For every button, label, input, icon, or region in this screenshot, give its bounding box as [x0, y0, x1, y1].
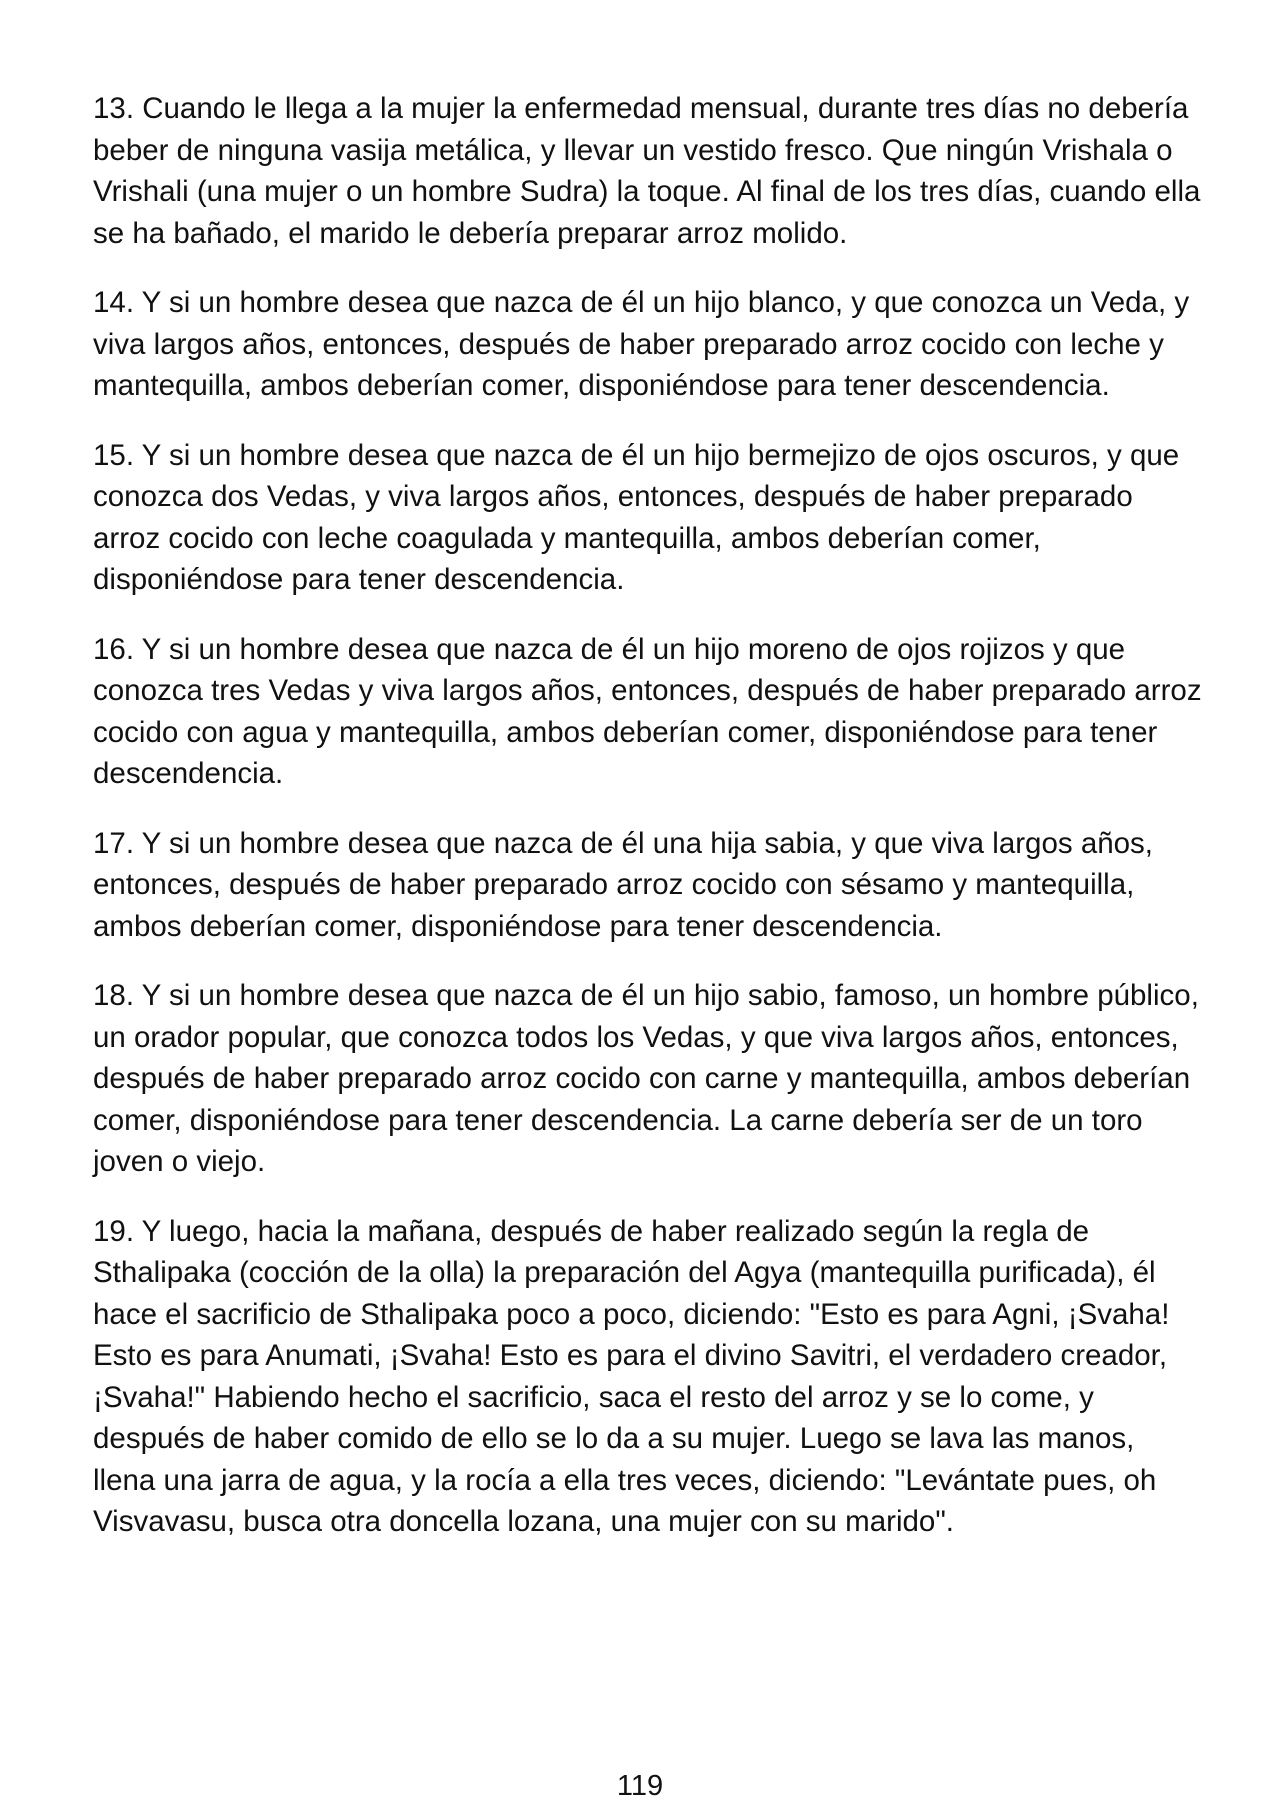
paragraph-14: 14. Y si un hombre desea que nazca de él un hijo blanco, y que conozca un Veda, y viva largos años, entonces, después de haber preparado arroz cocido con leche y mantequilla, ambos deberían comer, disponiéndose para tener descendencia.	[93, 286, 1190, 402]
paragraph-19: 19. Y luego, hacia la mañana, después de haber realizado según la regla de Sthalipaka (cocción de la olla) la preparación del Agya (mantequilla purificada), él hace el sacrificio de Sthalipaka poco a poco, diciendo: "Esto es para Agni, ¡Svaha! Esto es para Anumati, ¡Svaha! Esto es para el divino Savitri, el verdadero creador, ¡Svaha!" Habiendo hecho el sacrificio, saca el resto del arroz y se lo come, y después de haber comido de ello se lo da a su mujer. Luego se lava las manos, llena una jarra de agua, y la rocía a ella tres veces, diciendo: "Levántate pues, oh Visvavasu, busca otra doncella lozana, una mujer con su marido".	[93, 1214, 1170, 1538]
paragraph-15: 15. Y si un hombre desea que nazca de él un hijo bermejizo de ojos oscuros, y que conozca dos Vedas, y viva largos años, entonces, después de haber preparado arroz cocido con leche coagulada y mantequilla, ambos deberían comer, disponiéndose para tener descendencia.	[93, 438, 1180, 596]
paragraph-16: 16. Y si un hombre desea que nazca de él un hijo moreno de ojos rojizos y que conozca tres Vedas y viva largos años, entonces, después de haber preparado arroz cocido con agua y mantequilla, ambos deberían comer, disponiéndose para tener descendencia.	[93, 632, 1202, 790]
paragraph-18: 18. Y si un hombre desea que nazca de él un hijo sabio, famoso, un hombre público, un orador popular, que conozca todos los Vedas, y que viva largos años, entonces, después de haber preparado arroz cocido con carne y mantequilla, ambos deberían comer, disponiéndose para tener descendencia. La carne debería ser de un toro joven o viejo.	[93, 979, 1199, 1178]
paragraph-17: 17. Y si un hombre desea que nazca de él una hija sabia, y que viva largos años, entonces, después de haber preparado arroz cocido con sésamo y mantequilla, ambos deberían comer, disponiéndose para tener descendencia.	[93, 826, 1153, 943]
page-body	[93, 88, 1203, 1571]
paragraph-13: 13. Cuando le llega a la mujer la enfermedad mensual, durante tres días no debería beber de ninguna vasija metálica, y llevar un vestido fresco. Que ningún Vrishala o Vrishali (una mujer o un hombre Sudra) la toque. Al final de los tres días, cuando ella se ha bañado, el marido le debería preparar arroz molido.	[93, 92, 1201, 250]
page-number: 119	[616, 1770, 664, 1802]
